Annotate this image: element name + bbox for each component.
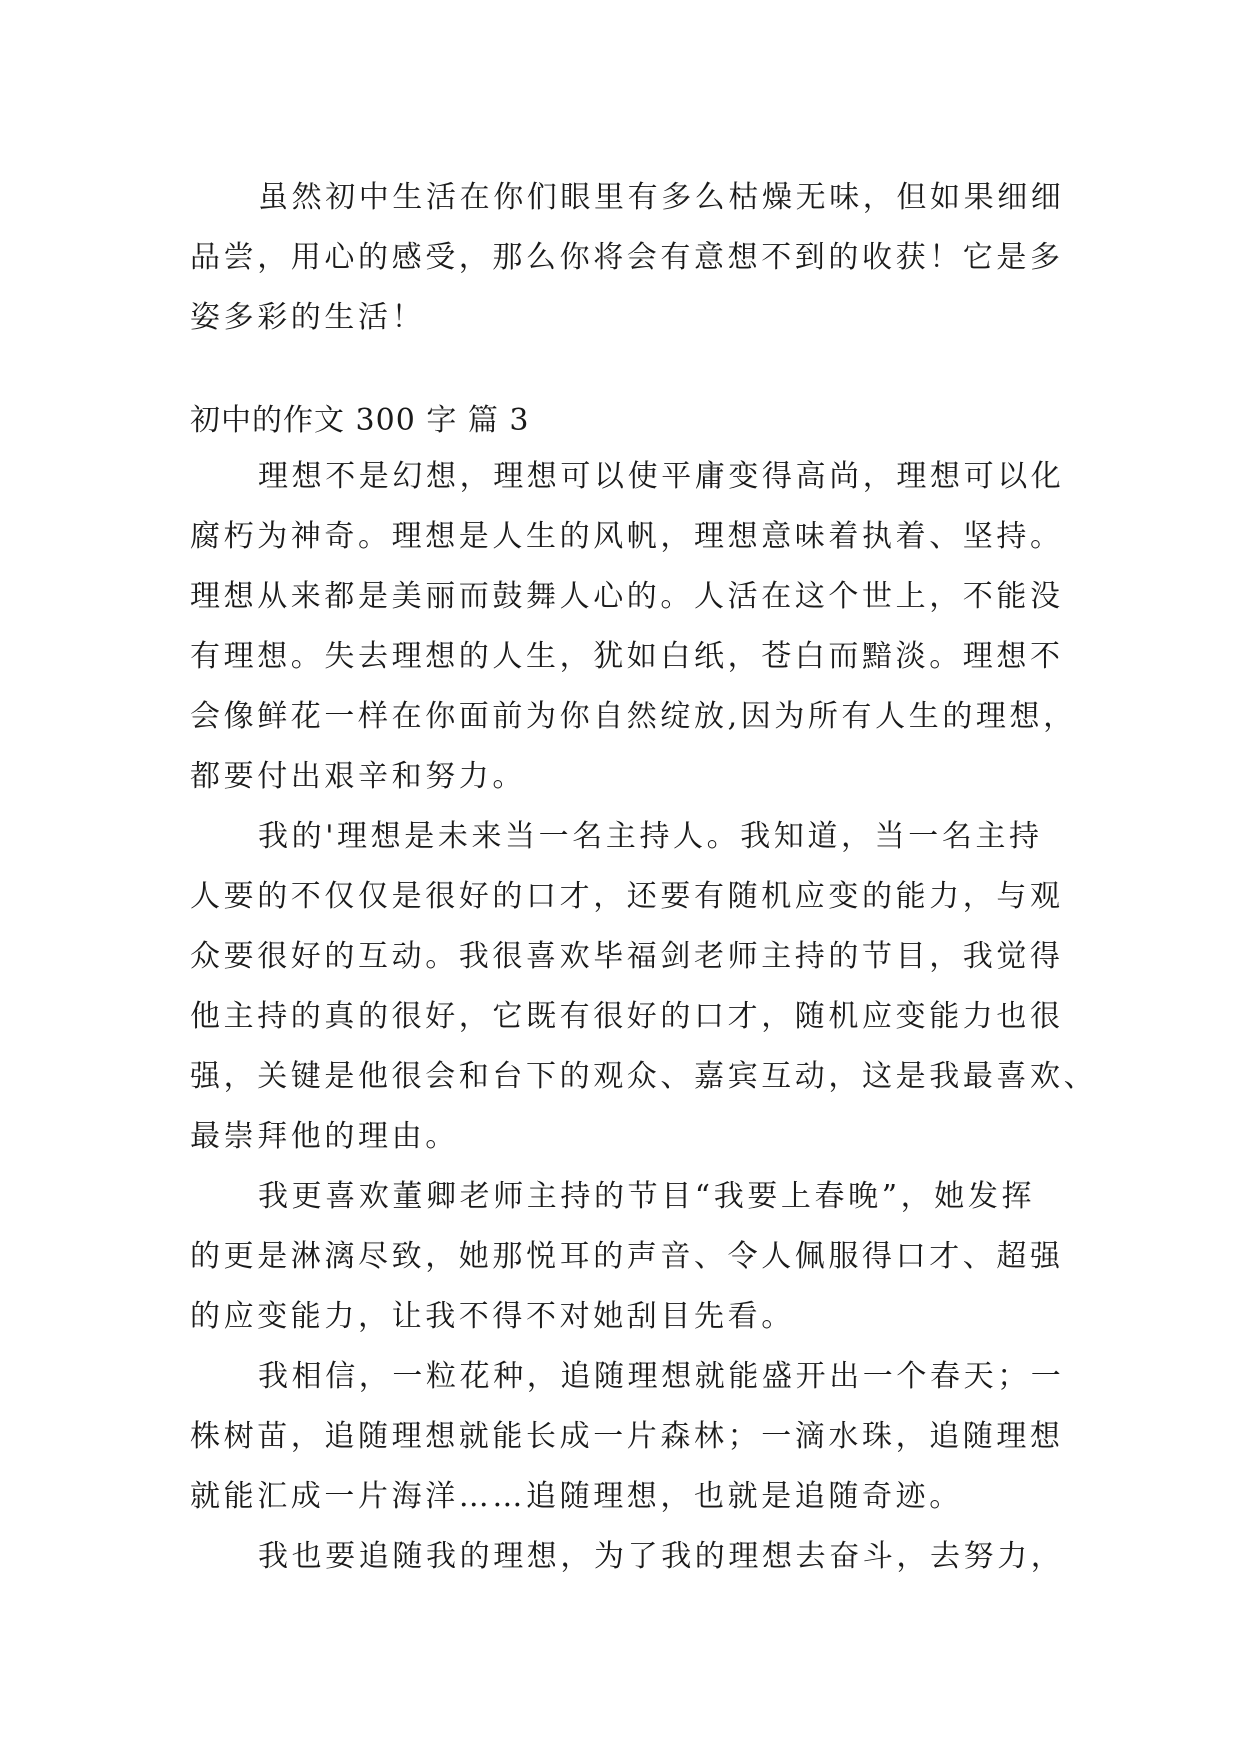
paragraph-line: 就能汇成一片海洋……追随理想，也就是追随奇迹。 [190,1479,963,1514]
paragraph-line: 人要的不仅仅是很好的口才，还要有随机应变的能力，与观 [190,879,1064,914]
section-heading: 初中的作文 300 字 篇 3 [190,403,530,438]
paragraph-line: 会像鲜花一样在你面前为你自然绽放,因为所有人生的理想， [190,699,1077,734]
paragraph-host-dream [190,807,1098,1167]
paragraph-line: 株树苗，追随理想就能长成一片森林；一滴水珠，追随理想 [190,1419,1064,1454]
paragraph-line: 我相信，一粒花种，追随理想就能盛开出一个春天；一 [258,1359,1065,1394]
paragraph-follow-ideals [190,1347,1065,1527]
paragraph-line: 的更是淋漓尽致，她那悦耳的声音、令人佩服得口才、超强 [190,1239,1064,1274]
section-heading-block [190,397,1060,445]
paragraph-ideals [190,447,1077,807]
paragraph-line: 理想从来都是美丽而鼓舞人心的。人活在这个世上，不能没 [190,579,1064,614]
paragraph-line: 我更喜欢董卿老师主持的节目“我要上春晚”，她发挥 [258,1179,1036,1214]
paragraph-line: 的应变能力，让我不得不对她刮目先看。 [190,1299,795,1334]
paragraph-line: 都要付出艰辛和努力。 [190,759,526,794]
paragraph-line: 姿多彩的生活！ [190,300,426,335]
paragraph-line: 我的'理想是未来当一名主持人。我知道，当一名主持 [258,819,1043,854]
paragraph-line: 他主持的真的很好，它既有很好的口才，随机应变能力也很 [190,999,1064,1034]
paragraph-line: 品尝，用心的感受，那么你将会有意想不到的收获！它是多 [190,240,1064,275]
paragraph-closing [190,1527,1065,1587]
paragraph-line: 强，关键是他很会和台下的观众、嘉宾互动，这是我最喜欢、 [190,1059,1098,1094]
paragraph-line: 众要很好的互动。我很喜欢毕福剑老师主持的节目，我觉得 [190,939,1064,974]
paragraph-line: 我也要追随我的理想，为了我的理想去奋斗，去努力， [258,1539,1065,1574]
paragraph-dong-qing [190,1167,1064,1347]
paragraph-line: 有理想。失去理想的人生，犹如白纸，苍白而黯淡。理想不 [190,639,1064,674]
intro-paragraph [190,168,1065,348]
paragraph-line: 理想不是幻想，理想可以使平庸变得高尚，理想可以化 [258,459,1065,494]
paragraph-line: 最崇拜他的理由。 [190,1119,459,1154]
paragraph-line: 虽然初中生活在你们眼里有多么枯燥无味，但如果细细 [258,180,1065,215]
paragraph-line: 腐朽为神奇。理想是人生的风帆，理想意味着执着、坚持。 [190,519,1064,554]
